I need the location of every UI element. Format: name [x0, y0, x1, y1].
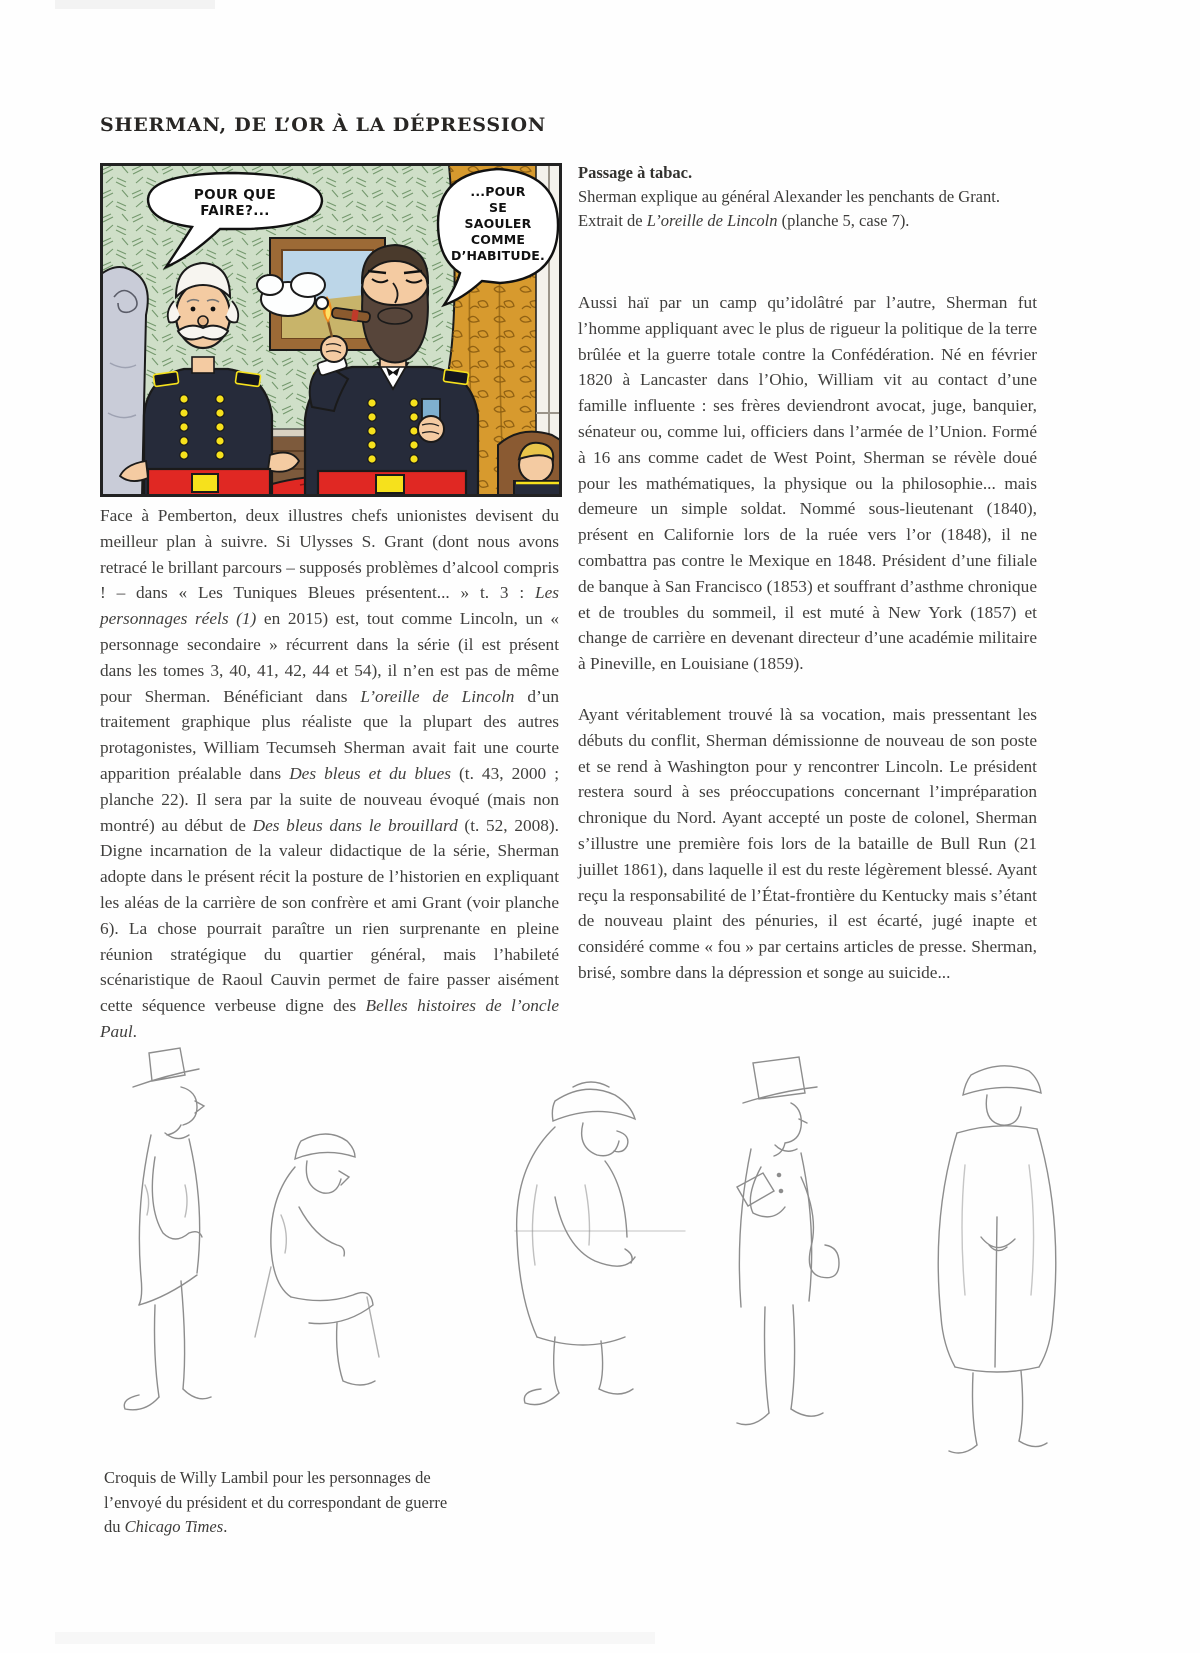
- paragraph: Aussi haï par un camp qu’idolâtré par l’autre, Sherman fut l’homme appliquant avec le plus de rigueur la politique de la terre brûlée et la guerre totale contre la Confédération. Né en février 1820 à Lancaster dans l’Ohio, William vit au contact d’une famille influente : ses frères deviendront avocat, juge, banquier, sénateur ou, comme lui, officiers dans l’armée de l’Union. Formé à 16 ans comme cadet de West Point, Sherman se révèle doué pour les mathématiques, la physique ou la philosophie... mais demeure un simple soldat. Nommé sous-lieutenant (1840), présent en Californie lors de la ruée vers l’or (1848), il ne combattra pas contre le Mexique en 1848. Président d’une filiale de banque à San Francisco (1853) et souffrant d’asthme chronique et de troubles du sommeil, il est muté à New York (1857) et change de carrière en devenant directeur d’une académie militaire à Pineville, en Louisiane (1859).: [578, 293, 1037, 674]
- scan-artifact-bottom: [55, 1632, 655, 1644]
- caption-lead: Passage à tabac.: [578, 163, 693, 182]
- sketch-figure-5: [938, 1066, 1056, 1453]
- sketch-figure-3: [515, 1082, 685, 1405]
- sketch-figure-1: [124, 1048, 211, 1410]
- left-column: [100, 503, 559, 1070]
- speech-bubble-sherman: [436, 167, 562, 309]
- panel-caption: [578, 161, 1040, 233]
- caption-line: Sherman explique au général Alexander les penchants de Grant.: [578, 187, 1000, 206]
- scan-artifact-top: [55, 0, 215, 9]
- speech-bubble-text: POUR QUE FAIRE?...: [193, 187, 277, 219]
- paragraph: Ayant véritablement trouvé là sa vocation, mais pressentant les débuts du conflit, Sherman démissionne de nouveau de son poste et se rend à Washington pour y rencontrer Lincoln. Le président restera sourd à ses préoccupations concernant l’impréparation chronique du Nord. Ayant accepté un poste de colonel, Sherman s’illustre une première fois lors de la bataille de Bull Run (21 juillet 1861), dans laquelle il est du reste légèrement blessé. Ayant reçu la responsabilité de l’État-frontière du Kentucky mais s’étant de nouveau plaint des pénuries, il est écarté, jugé inapte et considéré comme « fou » par certains articles de presse. Sherman, brisé, sombre dans la dépression et songe au suicide...: [578, 704, 1037, 982]
- soldier-blond: [498, 432, 562, 497]
- caption-line: Extrait de L’oreille de Lincoln (planche 5, case 7).: [578, 211, 910, 230]
- page-title: SHERMAN, DE L’OR À LA DÉPRESSION: [100, 114, 547, 136]
- pencil-sketches: [85, 1035, 1105, 1465]
- comic-panel: [100, 163, 562, 497]
- right-column: [578, 290, 1037, 1011]
- speech-bubble-alexander: [146, 171, 324, 271]
- paragraph: Face à Pemberton, deux illustres chefs unionistes devisent du meilleur plan à suivre. Si Ulysses S. Grant (dont nous avons retracé le brillant parcours – supposés problèmes d’alcool compris ! – dans « Les Tuniques Bleues présentent... » t. 3 : Les personnages réels (1) en 2015) est, tout comme Lincoln, un « personnage secondaire » récurrent dans la série (il est présent dans les tomes 3, 40, 41, 42, 44 et 54), il n’en est pas de même pour Sherman. Bénéficiant dans L’oreille de Lincoln d’un traitement graphique plus réaliste que la plupart des autres protagonistes, William Tecumseh Sherman avait fait une courte apparition préalable dans Des bleus et du blues (t. 43, 2000 ; planche 22). Il sera par la suite de nouveau évoqué (mais non montré) au début de Des bleus dans le brouillard (t. 52, 2008). Digne incarnation de la valeur didactique de la série, Sherman adopte dans le présent récit la posture de l’historien en expliquant les aléas de la carrière de son confrère et ami Grant (voir planche 6). La chose pourrait paraître un rien surprenante en pleine réunion stratégique du quartier général, mais l’habileté scénaristique de Raoul Cauvin permet de faire passer aisément cette séquence verbeuse digne des Belles histoires de l’oncle Paul.: [100, 506, 559, 1041]
- sketch-figure-2: [255, 1134, 379, 1385]
- sketch-figure-4: [737, 1057, 839, 1425]
- speech-bubble-text: ...POUR SE SAOULER COMME D’HABITUDE.: [451, 184, 545, 263]
- sketches-art: [85, 1035, 1105, 1465]
- sketches-caption: Croquis de Willy Lambil pour les personnages de l’envoyé du président et du correspondant de guerre du Chicago Times.: [104, 1468, 448, 1536]
